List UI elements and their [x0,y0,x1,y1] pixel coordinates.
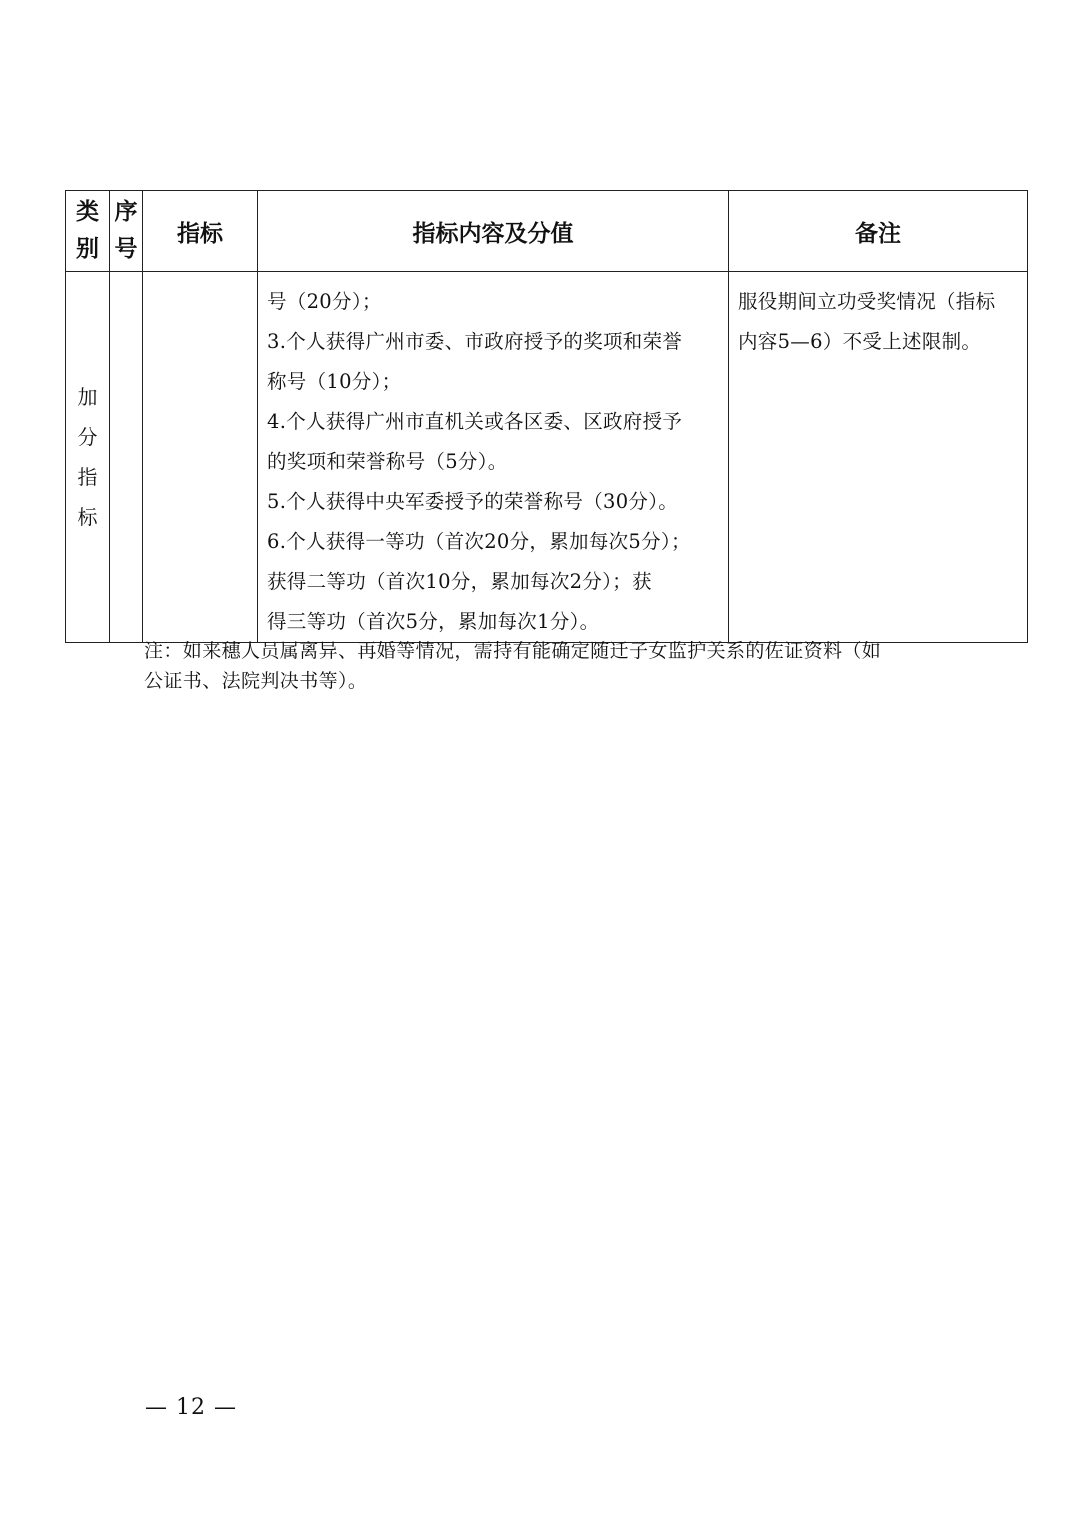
header-seq-char-1: 序 [114,199,138,225]
content-line: 4.个人获得广州市直机关或各区委、区政府授予 [267,410,683,433]
scoring-table [65,190,1028,643]
header-indicator: 指标 [143,191,258,272]
header-category [66,191,110,272]
header-seq-char-2: 号 [114,236,138,262]
table-header-row [66,191,1028,272]
header-content: 指标内容及分值 [258,191,729,272]
remarks-line: 内容5—6）不受上述限制。 [738,330,982,353]
category-char: 指 [77,465,98,489]
indicator-cell [143,272,258,643]
header-remarks: 备注 [729,191,1028,272]
content-line: 6.个人获得一等功（首次20分，累加每次5分）； [267,530,691,553]
header-category-char-1: 类 [76,199,99,225]
content-line: 获得二等功（首次10分，累加每次2分）；获 [267,570,652,593]
remarks-cell [729,272,1028,643]
footnote-line: 注：如来穗人员属离异、再婚等情况，需持有能确定随迁子女监护关系的佐证资料（如 [144,640,882,662]
header-category-char-2: 别 [76,236,99,262]
content-line: 号（20分）； [267,290,382,313]
footnote-line: 公证书、法院判决书等）。 [144,670,368,692]
content-line: 的奖项和荣誉称号（5分）。 [267,450,508,473]
seq-cell [110,272,143,643]
content-cell [258,272,729,643]
content-line: 称号（10分）； [267,370,402,393]
category-char: 加 [77,385,98,409]
footnote [144,636,964,696]
category-char: 标 [77,505,98,529]
table-row [66,272,1028,643]
content-line: 得三等功（首次5分，累加每次1分）。 [267,610,600,633]
header-seq [110,191,143,272]
content-line: 5.个人获得中央军委授予的荣誉称号（30分）。 [267,490,679,513]
content-line: 3.个人获得广州市委、市政府授予的奖项和荣誉 [267,330,683,353]
page-number: — 12 — [145,1395,237,1420]
category-char: 分 [77,425,98,449]
category-cell [66,272,110,643]
remarks-line: 服役期间立功受奖情况（指标 [738,290,996,313]
